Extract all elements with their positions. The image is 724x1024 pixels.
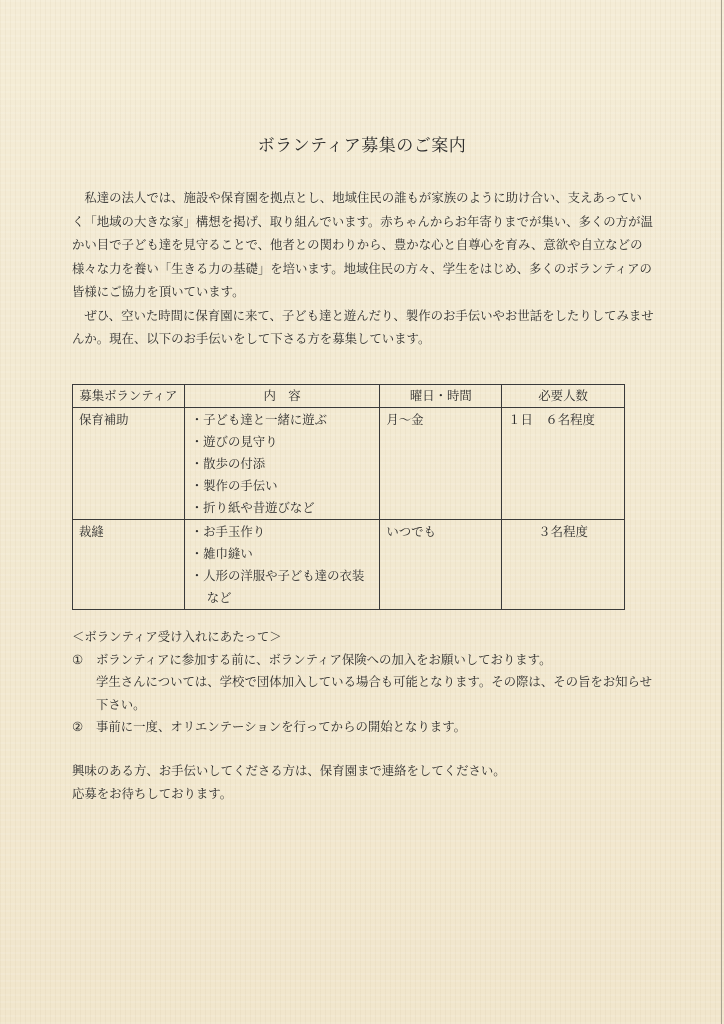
row-people: ３名程度 — [502, 520, 625, 610]
note-item — [72, 649, 662, 717]
task-item: ・お手玉作り — [190, 524, 266, 539]
table-header-schedule: 曜日・時間 — [380, 385, 502, 408]
row-tasks — [184, 520, 380, 610]
table-header-row — [73, 385, 625, 408]
task-item: ・子ども達と一緒に遊ぶ — [190, 412, 328, 427]
table-header-category: 募集ボランティア — [73, 385, 185, 408]
closing-line-2: 応募をお待ちしております。 — [72, 785, 233, 801]
task-item: ・遊びの見守り — [190, 434, 278, 449]
task-item: ・雑巾縫い — [190, 546, 253, 561]
closing-section — [72, 760, 662, 805]
note-number: ② — [72, 719, 84, 734]
volunteer-table — [72, 384, 625, 610]
intro-paragraph-2: ぜひ、空いた時間に保育園に来て、子ども達と遊んだり、製作のお手伝いやお世話をしたりしてみませんか。現在、以下のお手伝いをして下さる方を募集しています。 — [72, 307, 654, 346]
intro-section — [72, 186, 654, 351]
row-category: 裁縫 — [73, 520, 185, 610]
row-category: 保育補助 — [73, 408, 185, 520]
table-row — [73, 520, 625, 610]
note-text: 事前に一度、オリエンテーションを行ってからの開始となります。 — [96, 719, 466, 734]
table-header-people: 必要人数 — [502, 385, 625, 408]
task-item: ・製作の手伝い — [190, 478, 278, 493]
task-item — [185, 587, 374, 609]
table-row — [73, 408, 625, 520]
note-text: ボランティアに参加する前に、ボランティア保険への加入をお願いしております。 — [96, 651, 552, 667]
task-item: ・折り紙や昔遊びなど — [190, 500, 315, 515]
closing-line-1: 興味のある方、お手伝いしてくださる方は、保育園まで連絡をしてください。 — [72, 763, 506, 778]
row-tasks — [184, 408, 380, 520]
task-item: ・人形の洋服や子ども達の衣装 — [190, 568, 365, 583]
table-header-content: 内 容 — [184, 385, 380, 408]
notes-header: ＜ボランティア受け入れにあたって＞ — [72, 629, 282, 644]
notes-section — [72, 626, 662, 739]
page-title: ボランティア募集のご案内 — [257, 136, 467, 156]
note-subtext: 学生さんについては、学校で団体加入している場合も可能となります。その際は、その旨をお知らせ下さい。 — [96, 674, 652, 712]
row-people: １日 ６名程度 — [502, 408, 625, 520]
row-schedule: 月～金 — [380, 408, 502, 520]
note-item — [72, 716, 662, 739]
note-number: ① — [72, 651, 84, 667]
task-continuation: など — [206, 590, 232, 605]
task-item: ・散歩の付添 — [190, 456, 266, 471]
intro-paragraph-1: 私達の法人では、施設や保育園を拠点とし、地域住民の誰もが家族のように助け合い、支えあっていく「地域の大きな家」構想を掲げ、取り組んでいます。赤ちゃんからお年寄りまでが集い、多くの方が温かい目で子ども達を見守ることで、他者との関わりから、豊かな心と自尊心を育み、意欲や自立などの様々な力を養い「生きる力の基礎」を培います。地域住民の方々、学生をはじめ、多くのボランティアの皆様にご協力を頂いています。 — [72, 190, 653, 299]
row-schedule: いつでも — [380, 520, 502, 610]
